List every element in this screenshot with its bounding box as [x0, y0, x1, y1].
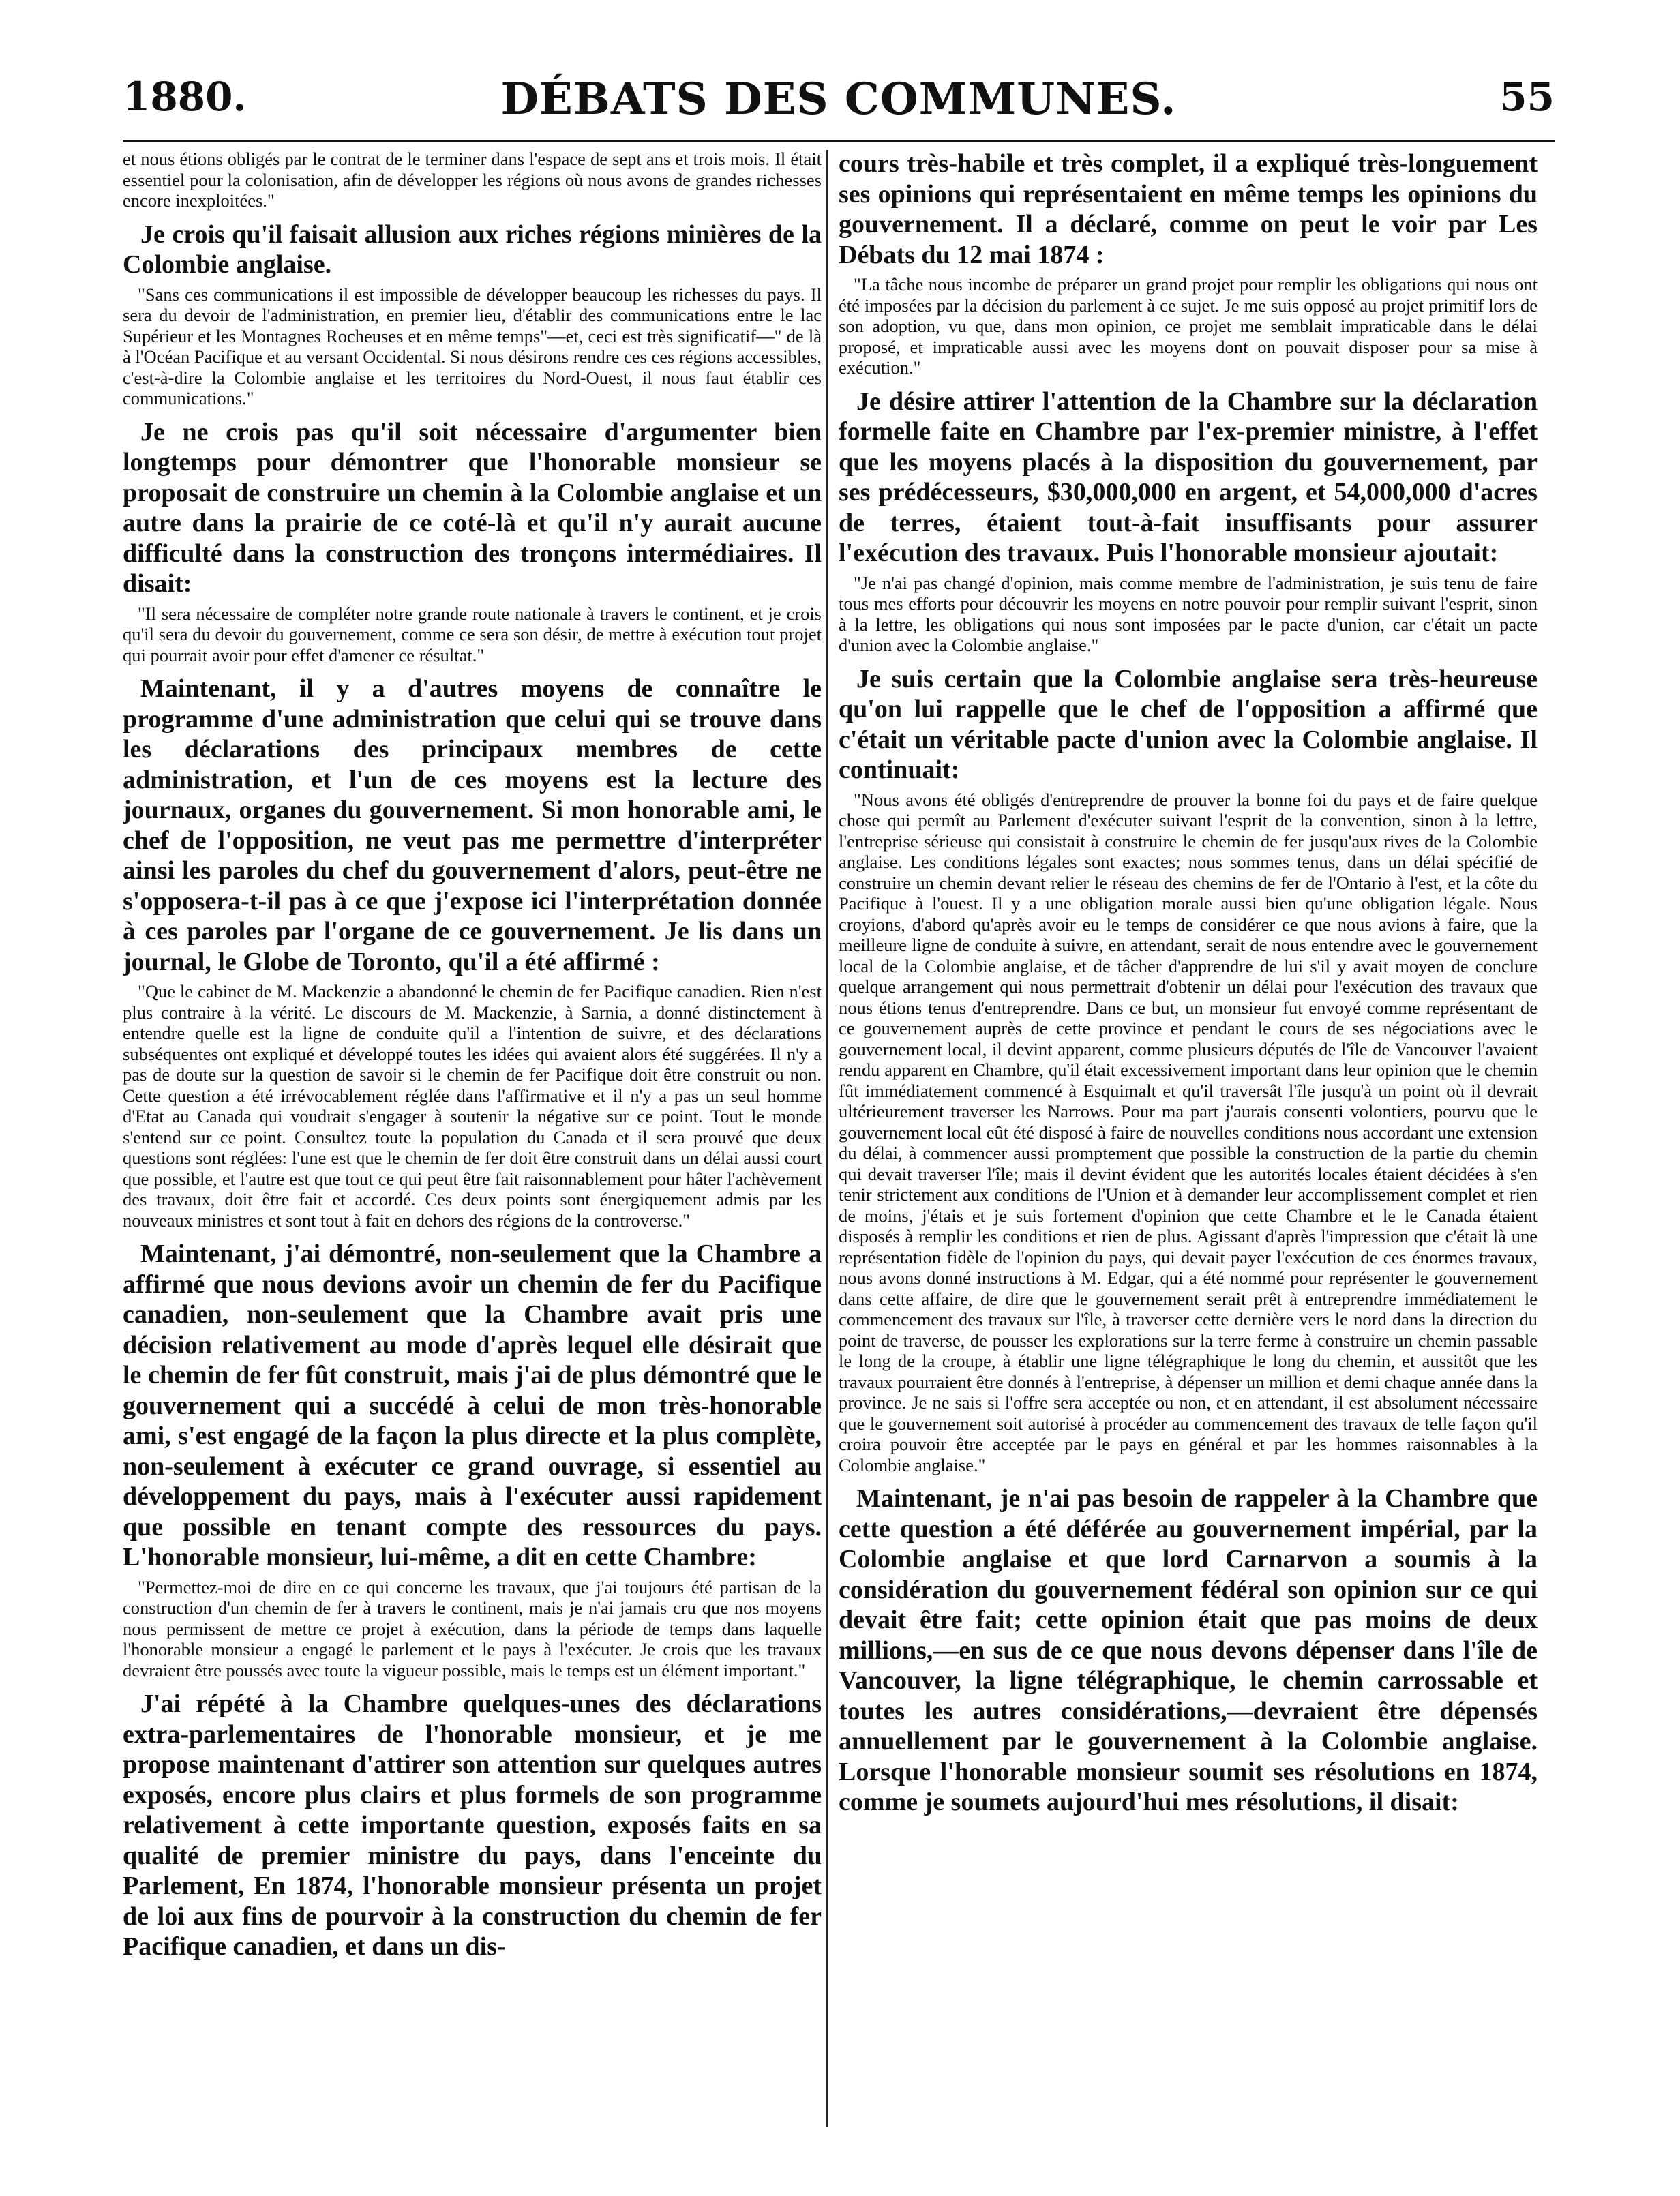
- header-title: DÉBATS DES COMMUNES.: [500, 74, 1177, 125]
- header-year: 1880.: [123, 74, 247, 120]
- header-rule: [123, 140, 1555, 142]
- right-column: [839, 149, 1537, 2160]
- page-header: [123, 74, 1555, 135]
- body-paragraph: Maintenant, j'ai démontré, non-seulement que la Chambre a affirmé que nous devions avoir un chemin de fer du Pacifique canadien, non-seulement que la Chambre avait pris une décision relativement au mode d'après lequel elle désirait que le chemin de fer fût construit, mais j'ai de plus démontré que le gouvernement qui a succédé à celui de mon très-honorable ami, s'est engagé de la façon la plus directe et la plus complète, non-seulement à exécuter ce grand ouvrage, si essentiel au développement du pays, mais à l'exécuter aussi rapidement que possible en tenant compte des ressources du pays. L'honorable monsieur, lui-même, a dit en cette Chambre:: [123, 1239, 822, 1571]
- body-paragraph: Je crois qu'il faisait allusion aux riches régions minières de la Colombie anglaise.: [123, 220, 822, 279]
- body-paragraph: Maintenant, je n'ai pas besoin de rappeler à la Chambre que cette question a été déférée au gouvernement impérial, par la Colombie anglaise et que lord Carnarvon a soumis à la considération du gouvernement fédéral son opinion sur ce qui devait être fait; cette opinion était que pas moins de deux millions,—en sus de ce que nous devons dépenser dans l'île de Vancouver, la ligne télégraphique, le chemin carrossable et toutes les autres considérations,—devraient être dépensés annuellement par le gouvernement à la Colombie anglaise. Lorsque l'honorable monsieur soumit ses résolutions en 1874, comme je soumets aujourd'hui mes résolutions, il disait:: [839, 1484, 1537, 1816]
- quote-paragraph: "Je n'ai pas changé d'opinion, mais comme membre de l'administration, je suis tenu de faire tous mes efforts pour découvrir les moyens en notre pouvoir pour remplir suivant l'esprit, sinon à la lettre, les obligations qui nous sont imposées par le pacte d'union, car c'était un pacte d'union avec la Colombie anglaise.": [839, 572, 1537, 655]
- body-paragraph: Maintenant, il y a d'autres moyens de connaître le programme d'une administration que celui qui se trouve dans les déclarations des principaux membres de cette administration, et l'un de ces moyens est la lecture des journaux, organes du gouvernement. Si mon honorable ami, le chef de l'opposition, ne veut pas me permettre d'interpréter ainsi les paroles du chef du gouvernement d'alors, peut-être ne s'opposera-t-il pas à ce que j'expose ici l'interprétation donnée à ces paroles par l'organe de ce gouvernement. Je lis dans un journal, le Globe de Toronto, qu'il a été affirmé :: [123, 674, 822, 976]
- quote-paragraph: et nous étions obligés par le contrat de le terminer dans l'espace de sept ans et trois mois. Il était essentiel pour la colonisation, afin de développer les régions où nous avons de grandes richesses encore inexploitées.": [123, 149, 822, 211]
- quote-paragraph: "Nous avons été obligés d'entreprendre de prouver la bonne foi du pays et de faire quelque chose qui permît au Parlement d'exécuter suivant l'esprit de la convention, sinon à la lettre, l'entreprise sérieuse qui consistait à construire le chemin de fer jusqu'aux rives de la Colombie anglaise. Les conditions légales sont exactes; nous sommes tenus, dans un délai spécifié de construire un chemin devant relier le réseau des chemins de fer de l'Ontario à l'est, et la côte du Pacifique à l'ouest. Il y a une obligation morale aussi bien qu'une obligation légale. Nous croyions, d'abord qu'après avoir eu le temps de considérer ce que nous avions à faire, que la meilleure ligne de conduite à suivre, en attendant, serait de nous entendre avec le gouvernement local de la Colombie anglaise, et de tâcher d'apprendre de lui s'il y avait moyen de conclure quelque arrangement qui nous permettrait d'obtenir un délai pour l'exécution des travaux que nous étions tenus d'entreprendre. Dans ce but, un monsieur fut envoyé comme représentant de ce gouvernement auprès de cette province et pendant le cours de ses négociations avec le gouvernement local, il devint apparent, comme plusieurs députés de l'île de Vancouver l'avaient rendu apparent en Chambre, qu'il était excessivement important dans leur opinion que le chemin fût immédiatement commencé à Esquimalt et qu'il traversât l'île jusqu'à un point où il devrait ultérieurement traverser les Narrows. Pour ma part j'aurais consenti volontiers, pourvu que le gouvernement local eût été disposé à faire de nouvelles conditions nous accordant une extension du délai, à commencer aussi promptement que possible la construction de la partie du chemin qui devait traverser l'île; mais il devint évident que les autorités locales étaient décidées à s'en tenir strictement aux conditions de l'Union et à demander leur accomplissement complet et rien de moins, j'étais et je suis fortement d'opinion que cette Chambre et le le Canada étaient disposés à remplir les conditions et rien de plus. Agissant d'après l'impression que c'était là une représentation fidèle de l'opinion du pays, qui devait payer l'exécution de ces énormes travaux, nous avons donné instructions à M. Edgar, qui a été nommé pour représenter le gouvernement dans cette affaire, de dire que le gouvernement serait prêt à entreprendre immédiatement le commencement des travaux sur l'île, à traverser cette dernière vers le nord dans la direction du point de traverse, de pousser les explorations sur la terre ferme à construire un chemin passable le long de la croupe, à établir une ligne télégraphique le long du chemin, et aussitôt que les travaux pourraient être donnés à l'entreprise, à dépenser un million et demi chaque année dans la province. Je ne sais si l'offre sera acceptée ou non, et en attendant, il est absolument nécessaire que le gouvernement soit autorisé à procéder au commencement des travaux de telle façon qu'il croira pouvoir être acceptée par le pays en général et par les hommes raisonnables à la Colombie anglaise.": [839, 789, 1537, 1475]
- quote-paragraph: "La tâche nous incombe de préparer un grand projet pour remplir les obligations qui nous ont été imposées par la décision du parlement à ce sujet. Je me suis opposé au projet primitif lors de son adoption, vu que, dans mon opinion, ce projet me semblait impraticable dans le délai proposé, et impraticable aussi avec les moyens dont on pouvait disposer pour sa mise à exécution.": [839, 274, 1537, 378]
- body-paragraph: cours très-habile et très complet, il a expliqué très-longuement ses opinions qui représentaient en même temps les opinions du gouvernement. Il a déclaré, comme on peut le voir par Les Débats du 12 mai 1874 :: [839, 149, 1537, 269]
- quote-paragraph: "Sans ces communications il est impossible de développer beaucoup les richesses du pays. Il sera du devoir de l'administration, en premier lieu, d'établir des communications entre le lac Supérieur et les Montagnes Rocheuses et en même temps"—et, ceci est très significatif—" de là à l'Océan Pacifique et au versant Occidental. Si nous désirons rendre ces ces régions accessibles, c'est-à-dire la Colombie anglaise et les territoires du Nord-Ouest, il nous faut établir ces communications.": [123, 284, 822, 408]
- column-divider: [826, 150, 828, 2127]
- quote-paragraph: "Que le cabinet de M. Mackenzie a abandonné le chemin de fer Pacifique canadien. Rien n'est plus contraire à la vérité. Le discours de M. Mackenzie, à Sarnia, a donné distinctement à entendre quelle est la ligne de conduite qu'il a l'intention de suivre, et des déclarations subséquentes ont expliqué et développé toutes les idées qui avaient alors été suggérées. Il n'y a pas de doute sur la question de savoir si le chemin de fer Pacifique doit être construit ou non. Cette question a été irrévocablement réglée dans l'affirmative et il n'y a pas un seul homme d'Etat au Canada qui voudrait s'engager à soutenir la négative sur ce point. Tout le monde s'entend sur ce point. Consultez toute la population du Canada et il sera prouvé que deux questions sont réglées: l'une est que le chemin de fer doit être construit dans un délai aussi court que possible, et l'autre est que tout ce qui peut être fait raisonnablement pour hâter l'achèvement des travaux, doit être fait et accordé. Ces deux points sont énergiquement admis par les nouveaux ministres et sont tout à fait en dehors des régions de la controverse.": [123, 981, 822, 1231]
- body-paragraph: Je ne crois pas qu'il soit nécessaire d'argumenter bien longtemps pour démontrer que l'honorable monsieur se proposait de construire un chemin à la Colombie anglaise et un autre dans la prairie de ce coté-là et qu'il n'y aurait aucune difficulté dans la construction des tronçons intermédiaires. Il disait:: [123, 417, 822, 598]
- quote-paragraph: "Permettez-moi de dire en ce qui concerne les travaux, que j'ai toujours été partisan de la construction d'un chemin de fer à travers le continent, mais je n'ai jamais cru que nos moyens nous permissent de mettre ce projet à exécution, dans la période de temps dans laquelle l'honorable monsieur a engagé le parlement et le pays à l'exécuter. Je crois que les travaux devraient être poussés avec toute la vigueur possible, mais le temps est un élément important.": [123, 1576, 822, 1681]
- body-paragraph: J'ai répété à la Chambre quelques-unes des déclarations extra-parlementaires de l'honorable monsieur, et je me propose maintenant d'attirer son attention sur quelques autres exposés, encore plus clairs et plus formels de son programme relativement à cette importante question, exposés faits en sa qualité de premier ministre du pays, dans l'enceinte du Parlement, En 1874, l'honorable monsieur présenta un projet de loi aux fins de pourvoir à la construction du chemin de fer Pacifique canadien, et dans un dis-: [123, 1689, 822, 1961]
- header-page-number: 55: [1499, 74, 1555, 120]
- quote-paragraph: "Il sera nécessaire de compléter notre grande route nationale à travers le continent, et je crois qu'il sera du devoir du gouvernement, comme ce sera son désir, de mettre à exécution tout projet qui pourrait avoir pour effet d'amener ce résultat.": [123, 603, 822, 665]
- body-paragraph: Je désire attirer l'attention de la Chambre sur la déclaration formelle faite en Chambre par l'ex-premier ministre, à l'effet que les moyens placés à la disposition du gouvernement, par ses prédécesseurs, $30,000,000 en argent, et 54,000,000 d'acres de terres, étaient tout-à-fait insuffisants pour assurer l'exécution des travaux. Puis l'honorable monsieur ajoutait:: [839, 387, 1537, 567]
- left-column: [123, 149, 822, 2160]
- body-paragraph: Je suis certain que la Colombie anglaise sera très-heureuse qu'on lui rappelle que le chef de l'opposition a affirmé que c'était un véritable pacte d'union avec la Colombie anglaise. Il continuait:: [839, 664, 1537, 784]
